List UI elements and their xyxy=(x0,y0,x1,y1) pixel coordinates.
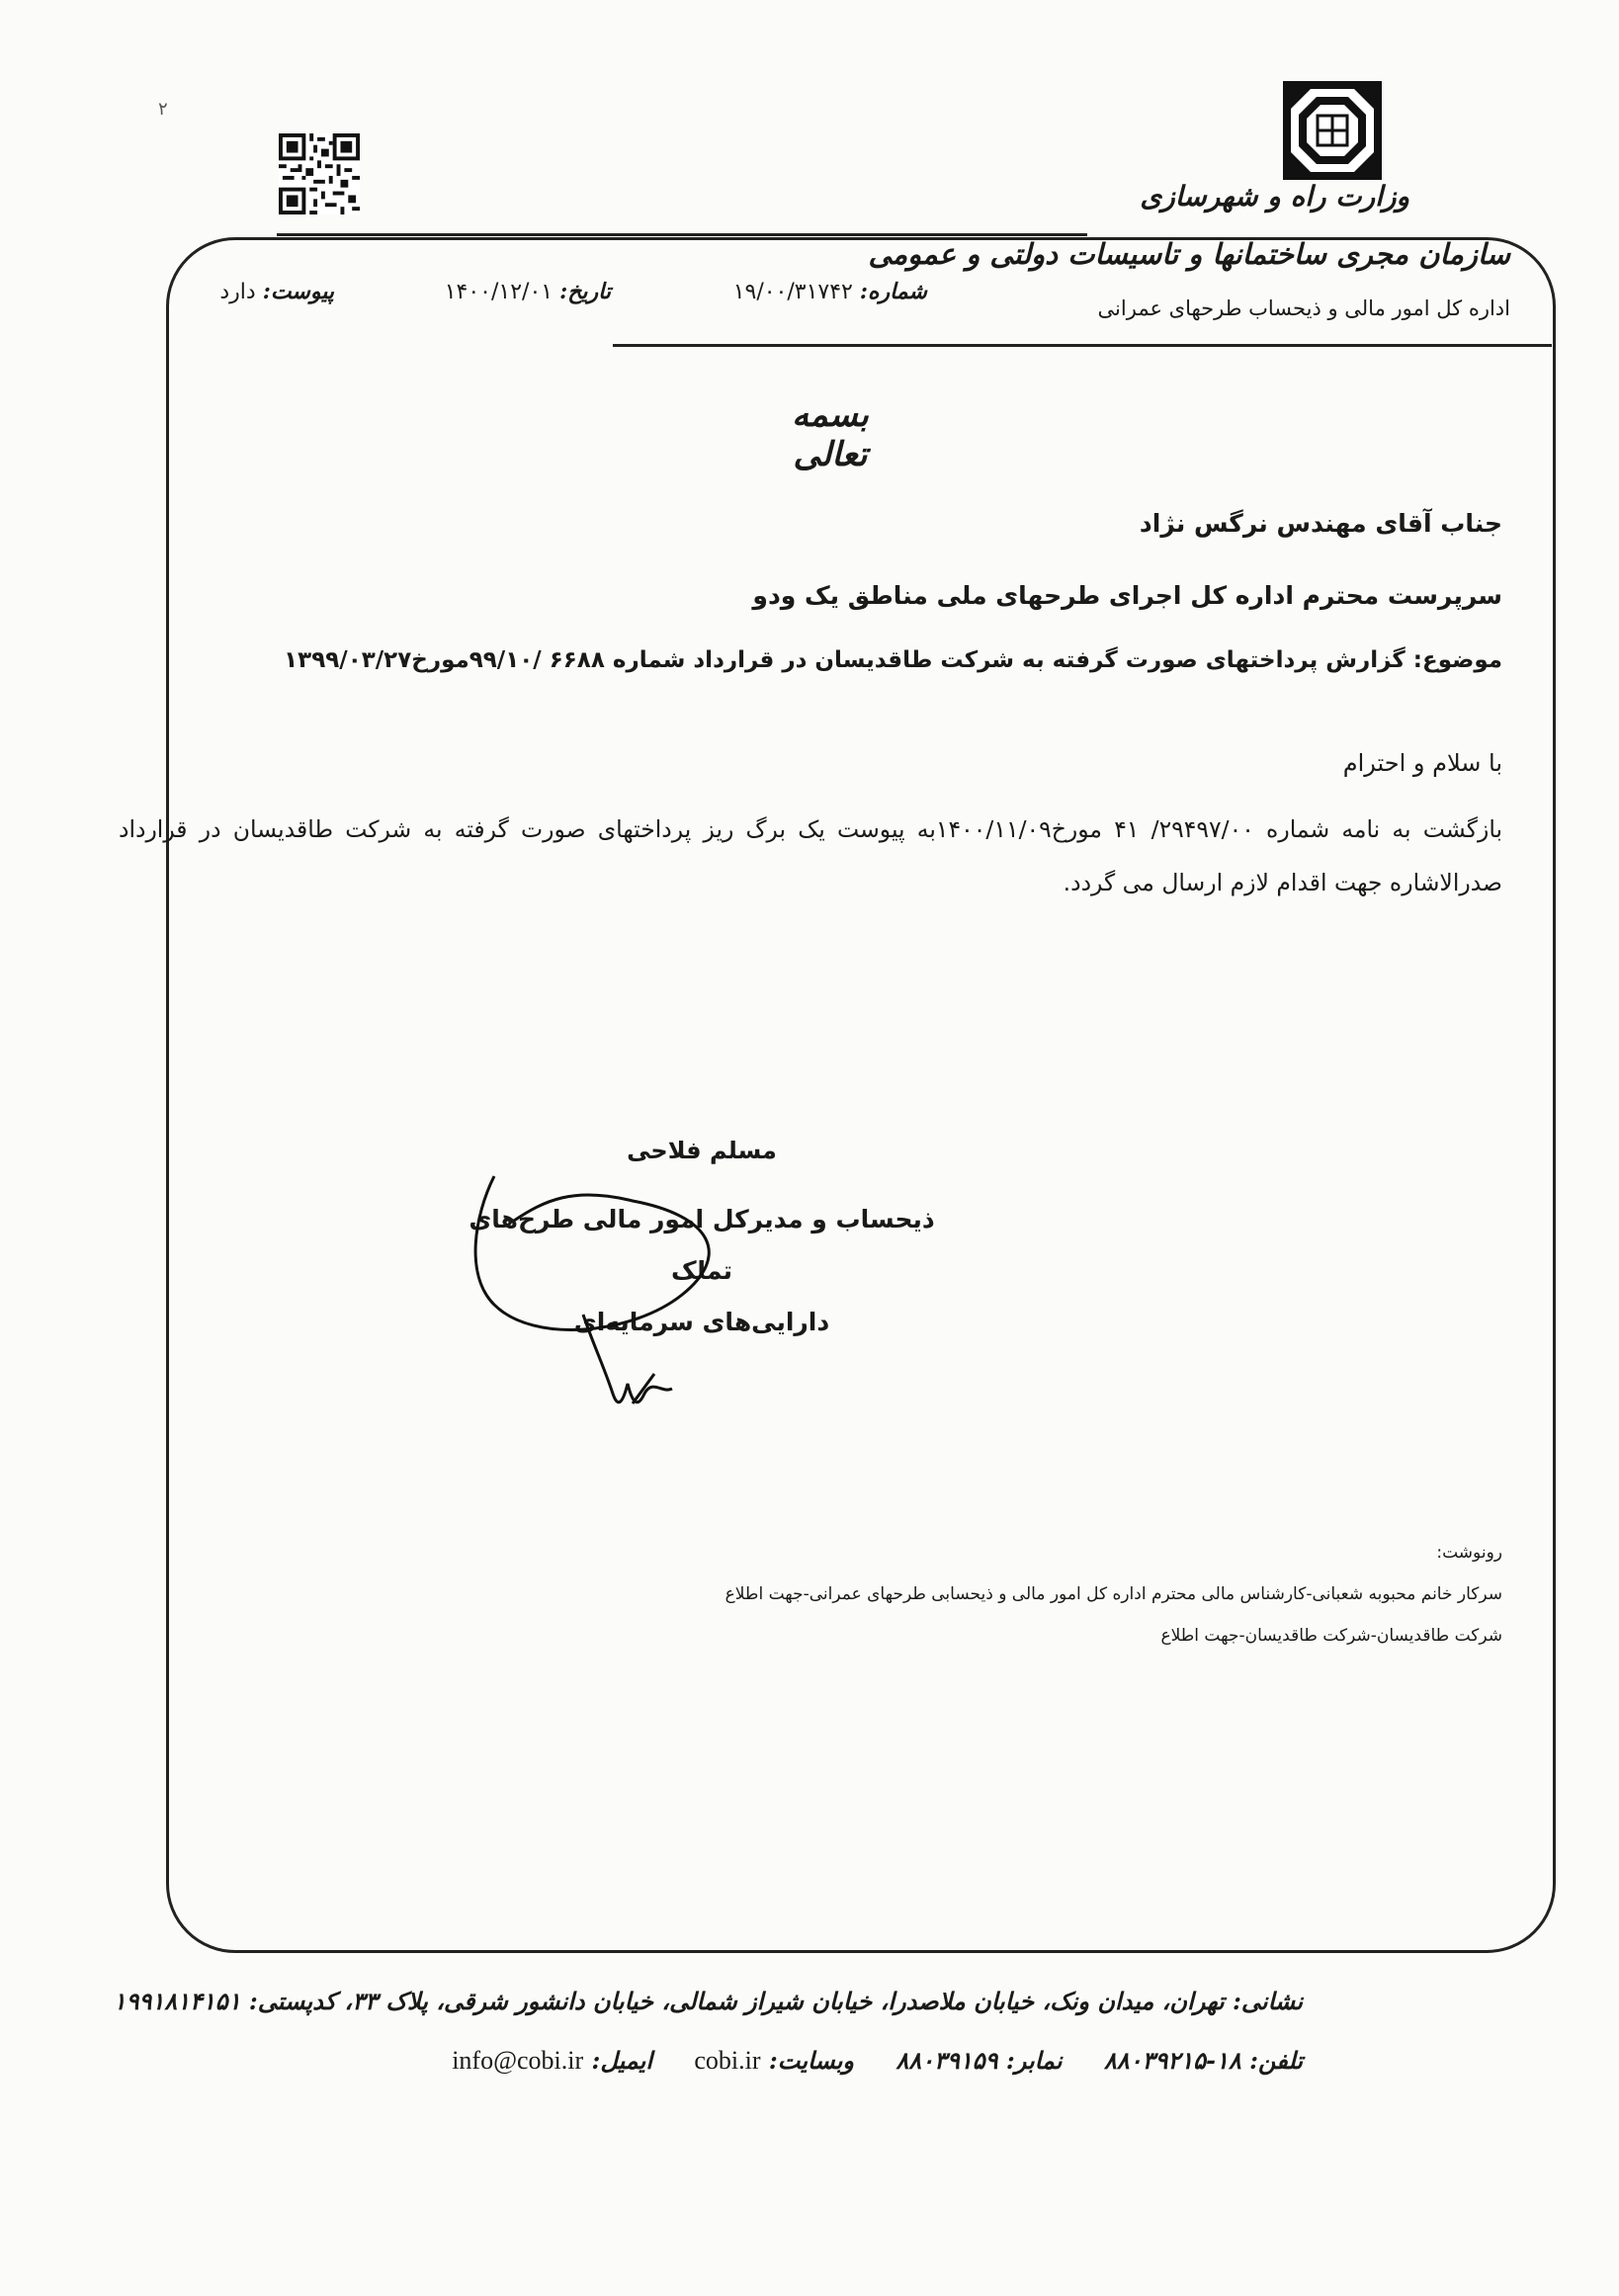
footer-fax: نمابر: ۸۸۰۳۹۱۵۹ xyxy=(895,2046,1063,2075)
footer-email[interactable]: info@cobi.ir xyxy=(452,2046,584,2075)
recipient-position: سرپرست محترم اداره کل اجرای طرحهای ملی مناطق یک ودو xyxy=(752,581,1502,610)
cc-line: سرکار خانم محبوبه شعبانی-کارشناس مالی محترم اداره کل امور مالی و ذیحسابی طرحهای عمرانی-جهت اطلاع xyxy=(724,1584,1502,1604)
attachment-label: پیوست: xyxy=(262,279,334,304)
signer-title-line1: ذیحساب و مدیرکل امور مالی طرح‌های تملک xyxy=(469,1205,935,1285)
qr-code-icon xyxy=(279,131,360,216)
letter-attachment xyxy=(219,279,334,304)
footer-email-label: ایمیل: xyxy=(591,2046,653,2075)
handwritten-signature xyxy=(435,1107,771,1443)
department-name: اداره کل امور مالی و ذیحساب طرحهای عمرانی xyxy=(1097,297,1510,320)
number-value: ۱۹/۰۰/۳۱۷۴۲ xyxy=(732,280,853,304)
footer-phone: تلفن: ۱۸-۸۸۰۳۹۲۱۵ xyxy=(1103,2046,1303,2075)
footer-website[interactable]: cobi.ir xyxy=(694,2046,761,2075)
subject-line: موضوع: گزارش پرداختهای صورت گرفته به شرکت طاقدیسان در قرارداد شماره ۶۶۸۸ /۹۹/۱۰مورخ۱۳۹۹/۰۳/۲۷ xyxy=(284,647,1502,673)
bismillah: بسمه تعالی xyxy=(792,395,869,474)
letter-number xyxy=(733,279,927,304)
cc-heading: رونوشت: xyxy=(1436,1543,1502,1563)
footer-contact xyxy=(452,2046,1303,2076)
header-divider-top xyxy=(277,233,1087,236)
footer-address: نشانی: تهران، میدان ونک، خیابان ملاصدرا، خیابان شیراز شمالی، خیابان دانشور شرقی، پلاک ۳۳، کدپستی: ۱۹۹۱۸۱۴۱۵۱ xyxy=(113,1987,1303,2015)
cc-line: شرکت طاقدیسان-شرکت طاقدیسان-جهت اطلاع xyxy=(1160,1626,1502,1646)
signer-title-line2: دارایی‌های سرمایه‌ای xyxy=(573,1308,830,1336)
signer-name: مسلم فلاحی xyxy=(627,1137,777,1164)
date-value: ۱۴۰۰/۱۲/۰۱ xyxy=(444,280,554,304)
attachment-value: دارد xyxy=(219,280,256,304)
document-frame xyxy=(166,237,1556,1953)
organization-name: سازمان مجری ساختمانها و تاسیسات دولتی و عمومی xyxy=(868,237,1510,271)
body-paragraph: بازگشت به نامه شماره ۲۹۴۹۷/۰۰/ ۴۱ مورخ۱۴۰۰/۱۱/۰۹به پیوست یک برگ ریز پرداختهای صورت گرفته به شرکت طاقدیسان در قرارداد صدرالاشاره جهت اقدام لازم ارسال می گردد. xyxy=(119,815,1503,896)
ministry-logo-icon xyxy=(1281,79,1384,182)
footer-website-label: وبسایت: xyxy=(768,2046,855,2075)
recipient-line: جناب آقای مهندس نرگس نژاد xyxy=(1139,509,1502,538)
number-label: شماره: xyxy=(859,279,927,304)
cc-block xyxy=(725,1532,1502,1657)
date-label: تاریخ: xyxy=(559,279,611,304)
ministry-name: وزارت راه و شهرسازی xyxy=(1140,180,1409,213)
greeting: با سلام و احترام xyxy=(1342,749,1502,777)
corner-mark: ۲ xyxy=(158,99,168,120)
letter-date xyxy=(445,279,611,304)
header-divider-bottom xyxy=(613,344,1552,347)
